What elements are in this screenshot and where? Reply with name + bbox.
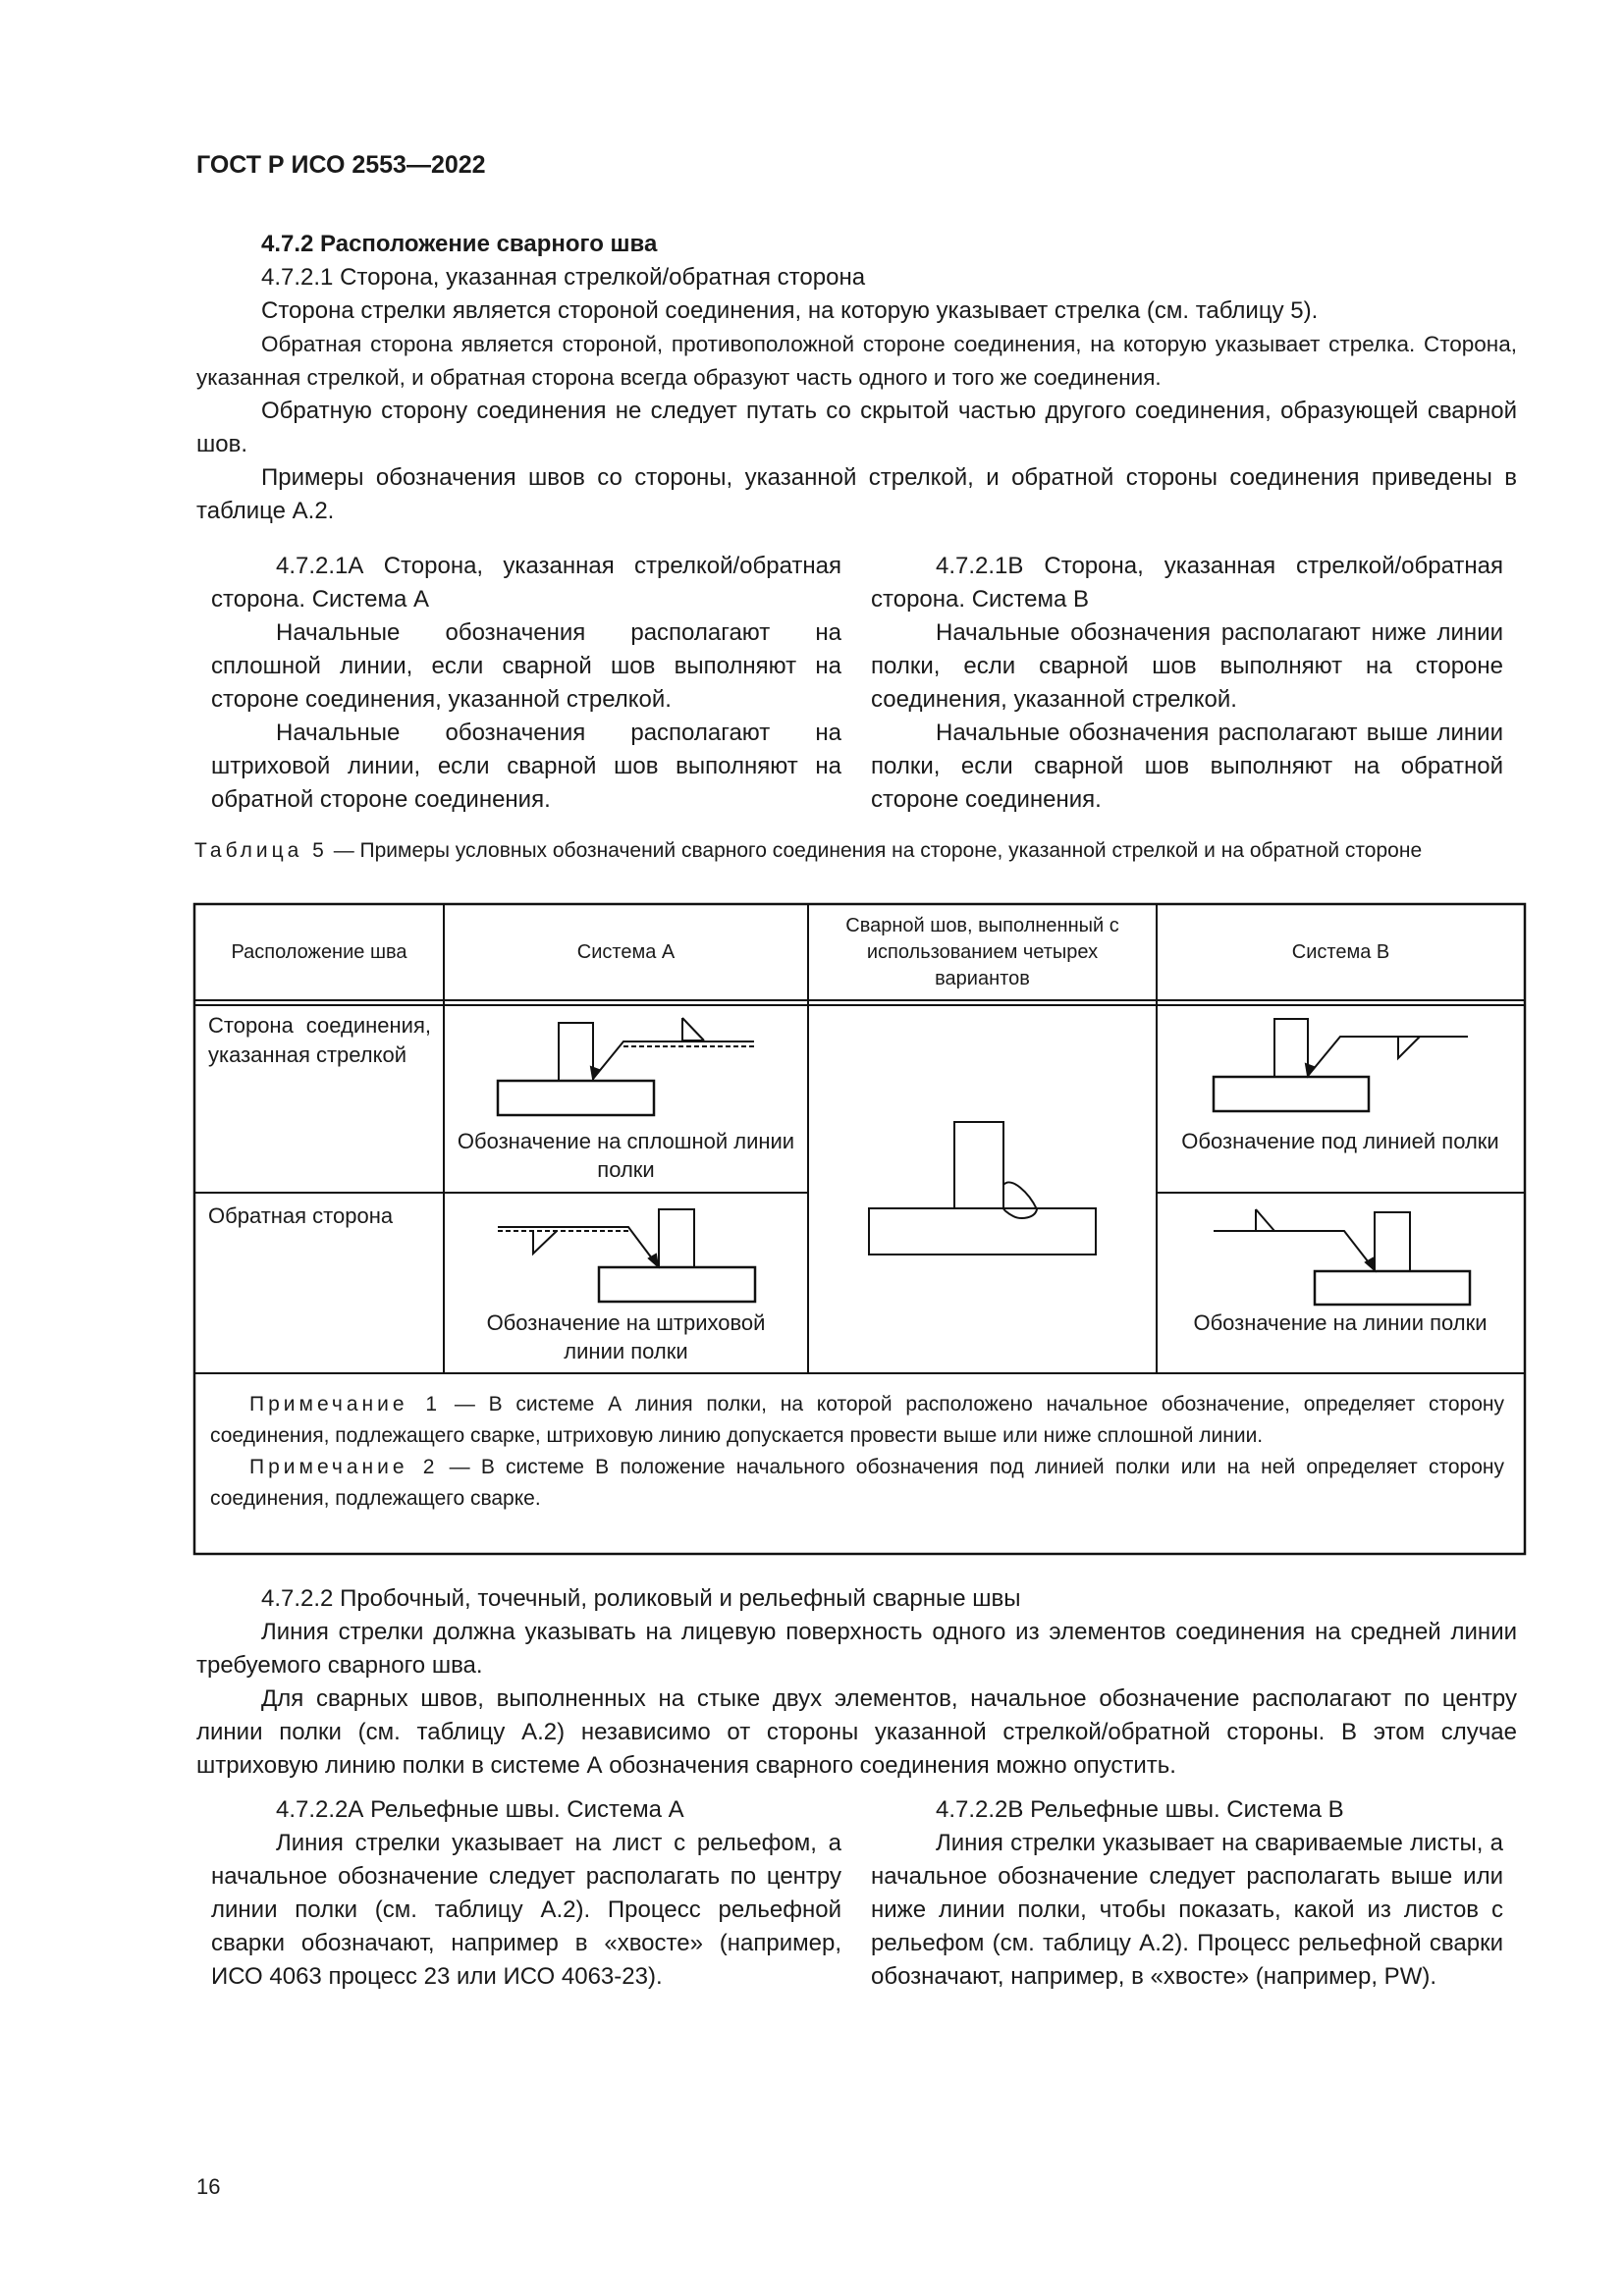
paragraph: Начальные обозначения располагают выше линии полки, если сварной шов выполняют на обратной стороне соединения. bbox=[871, 720, 1503, 813]
paragraph: Линия стрелки указывает на свариваемые листы, а начальное обозначение следует располагать выше или ниже линии полки, чтобы показать, какой из листов с рельефом (см. таблицу А.2). Процесс рельефной сварки обозначают, например, в «хвосте» (например, PW). bbox=[871, 1830, 1503, 1990]
note-label: Примечание 1 bbox=[249, 1393, 442, 1415]
paragraph: Примеры обозначения швов со стороны, указанной стрелкой, и обратной стороны соединения приведены в таблице А.2. bbox=[196, 464, 1517, 524]
caption-text: — Примеры условных обозначений сварного соединения на стороне, указанной стрелкой и на обратной стороне bbox=[327, 839, 1423, 862]
table-note bbox=[210, 1389, 1504, 1452]
paragraph: Начальные обозначения располагают на штриховой линии, если сварной шов выполняют на обратной стороне соединения. bbox=[211, 720, 841, 813]
table-notes bbox=[210, 1389, 1504, 1515]
diagram-caption: Обозначение на штриховой линии полки bbox=[486, 1310, 766, 1363]
diagram-weld-center bbox=[869, 1122, 1096, 1255]
column-heading: 4.7.2.1А Сторона, указанная стрелкой/обратная сторона. Система А bbox=[211, 553, 841, 613]
header-cell: Сварной шов, выполненный с использованием четырех вариантов bbox=[845, 915, 1119, 989]
diagram-system-b-arrow-side bbox=[1214, 1019, 1468, 1111]
row-label: Сторона соединения, указанная стрелкой bbox=[208, 1013, 431, 1067]
row-label: Обратная сторона bbox=[208, 1203, 394, 1228]
diagram-caption: Обозначение на линии полки bbox=[1193, 1310, 1488, 1335]
note-text: — В системе В положение начального обозначения под линией полки или на ней определяет сторону соединения, подлежащего сварке. bbox=[210, 1456, 1504, 1510]
diagram-system-b-other-side bbox=[1214, 1209, 1470, 1305]
diagram-caption: Обозначение на сплошной линии полки bbox=[457, 1129, 795, 1182]
sub-heading: 4.7.2.1 Сторона, указанная стрелкой/обратная сторона bbox=[261, 264, 866, 291]
paragraph: Начальные обозначения располагают на сплошной линии, если сварной шов выполняют на стороне соединения, указанной стрелкой. bbox=[211, 619, 841, 713]
header-cell: Расположение шва bbox=[231, 941, 407, 963]
paragraph: Линия стрелки должна указывать на лицевую поверхность одного из элементов соединения на средней линии требуемого сварного шва. bbox=[196, 1619, 1517, 1679]
section-heading: 4.7.2 Расположение сварного шва bbox=[261, 231, 658, 257]
document-header: ГОСТ Р ИСО 2553—2022 bbox=[196, 151, 486, 179]
paragraph: Начальные обозначения располагают ниже линии полки, если сварной шов выполняют на стороне соединения, указанной стрелкой. bbox=[871, 619, 1503, 713]
note-label: Примечание 2 bbox=[249, 1456, 439, 1478]
diagram-system-a-arrow-side bbox=[498, 1018, 754, 1115]
column-heading: 4.7.2.2В Рельефные швы. Система В bbox=[936, 1796, 1344, 1823]
system-a-relief-column bbox=[211, 1793, 841, 1994]
paragraph: Сторона стрелки является стороной соединения, на которую указывает стрелка (см. таблицу 5). bbox=[261, 297, 1319, 324]
diagram-caption: Обозначение под линией полки bbox=[1181, 1129, 1499, 1153]
paragraph: Обратная сторона является стороной, противоположной стороне соединения, на которую указывает стрелка. Сторона, указанная стрелкой, и обратная сторона всегда образуют часть одного и того же соединения. bbox=[196, 332, 1517, 390]
diagram-system-a-other-side bbox=[498, 1209, 755, 1302]
caption-label: Таблица 5 bbox=[194, 839, 328, 862]
section-heading: 4.7.2.2 Пробочный, точечный, роликовый и рельефный сварные швы bbox=[261, 1585, 1021, 1612]
section-4-7-2-2 bbox=[196, 1582, 1517, 1783]
column-heading: 4.7.2.1В Сторона, указанная стрелкой/обратная сторона. Система В bbox=[871, 553, 1503, 613]
header-cell: Система А bbox=[576, 941, 676, 963]
system-b-relief-column bbox=[871, 1793, 1503, 1994]
page-number: 16 bbox=[196, 2174, 221, 2199]
table-note bbox=[210, 1452, 1504, 1515]
paragraph: Линия стрелки указывает на лист с рельефом, а начальное обозначение следует располагать по центру линии полки (см. таблицу А.2). Процесс рельефной сварки обозначают, например в «хвосте» (например, ИСО 4063 процесс 23 или ИСО 4063-23). bbox=[211, 1830, 841, 1990]
paragraph: Для сварных швов, выполненных на стыке двух элементов, начальное обозначение располагают по центру линии полки (см. таблицу А.2) независимо от стороны указанной стрелкой/обратной стороны. В этом случае штриховую линию полки в системе А обозначения сварного соединения можно опустить. bbox=[196, 1685, 1517, 1779]
note-text: — В системе А линия полки, на которой расположено начальное обозначение, определяет сторону соединения, подлежащего сварке, штриховую линию допускается провести выше или ниже сплошной линии. bbox=[210, 1393, 1504, 1447]
column-heading: 4.7.2.2А Рельефные швы. Система А bbox=[276, 1796, 684, 1823]
header-cell: Система В bbox=[1291, 941, 1390, 963]
paragraph: Обратную сторону соединения не следует путать со скрытой частью другого соединения, образующей сварной шов. bbox=[196, 398, 1517, 457]
